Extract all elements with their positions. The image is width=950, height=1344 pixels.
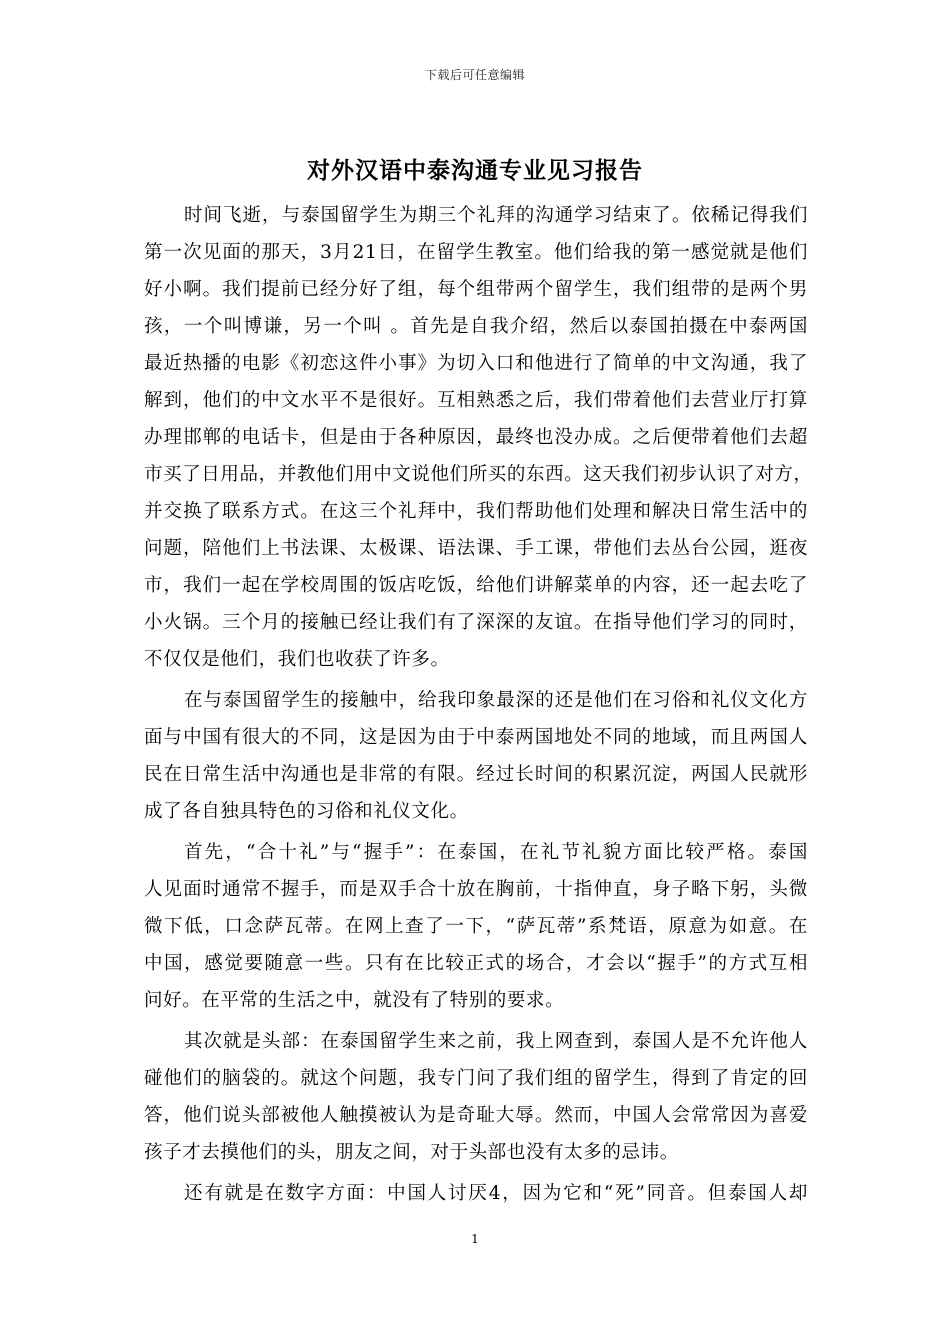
paragraph-line: 问题，陪他们上书法课、太极课、语法课、手工课，带他们去丛台公园，逛夜 (144, 538, 808, 559)
paragraph-line: 成了各自独具特色的习俗和礼仪文化。 (144, 801, 469, 822)
paragraph-line: 其次就是头部：在泰国留学生来之前，我上网查到，泰国人是不允许他人 (184, 1031, 808, 1052)
document-body (144, 197, 813, 1212)
page-header: 下载后可任意编辑 (424, 68, 525, 82)
paragraph-line: 中国，感觉要随意一些。只有在比较正式的场合，才会以“握手”的方式互相 (144, 953, 808, 974)
paragraph-line: 民在日常生活中沟通也是非常的有限。经过长时间的积累沉淀，两国人民就形 (144, 764, 808, 785)
document-title: 对外汉语中泰沟通专业见习报告 (307, 157, 643, 184)
paragraph-line: 还有就是在数字方面：中国人讨厌4，因为它和“死”同音。但泰国人却 (184, 1183, 808, 1204)
paragraph-line: 孩，一个叫博谦，另一个叫 。首先是自我介绍，然后以泰国拍摄在中泰两国 (144, 316, 808, 337)
paragraph-line: 并交换了联系方式。在这三个礼拜中，我们帮助他们处理和解决日常生活中的 (144, 501, 808, 522)
paragraph-line: 时间飞逝，与泰国留学生为期三个礼拜的沟通学习结束了。依稀记得我们 (184, 205, 808, 226)
paragraph-line: 孩子才去摸他们的头，朋友之间，对于头部也没有太多的忌讳。 (144, 1142, 679, 1163)
paragraph-line: 人见面时通常不握手，而是双手合十放在胸前，十指伸直，身子略下躬，头微 (144, 879, 808, 900)
paragraph-line: 微下低，口念萨瓦蒂。在网上查了一下，“萨瓦蒂”系梵语，原意为如意。在 (144, 916, 808, 937)
paragraph-line: 市，我们一起在学校周围的饭店吃饭，给他们讲解菜单的内容，还一起去吃了 (144, 575, 808, 596)
paragraph-line: 碰他们的脑袋的。就这个问题，我专门问了我们组的留学生，得到了肯定的回 (144, 1068, 808, 1089)
paragraph-line: 不仅仅是他们，我们也收获了许多。 (144, 649, 450, 670)
paragraph-line: 小火锅。三个月的接触已经让我们有了深深的友谊。在指导他们学习的同时， (144, 612, 808, 633)
paragraph-line: 答，他们说头部被他人触摸被认为是奇耻大辱。然而，中国人会常常因为喜爱 (144, 1105, 808, 1126)
paragraph-line: 好小啊。我们提前已经分好了组，每个组带两个留学生，我们组带的是两个男 (144, 279, 808, 300)
paragraph-line: 市买了日用品，并教他们用中文说他们所买的东西。这天我们初步认识了对方， (144, 464, 813, 485)
paragraph-line: 问好。在平常的生活之中，就没有了特别的要求。 (144, 990, 565, 1011)
paragraph-line: 在与泰国留学生的接触中，给我印象最深的还是他们在习俗和礼仪文化方 (184, 690, 808, 711)
paragraph-line: 第一次见面的那天，3月21日，在留学生教室。他们给我的第一感觉就是他们 (144, 242, 808, 263)
paragraph-line: 面与中国有很大的不同，这是因为由于中泰两国地处不同的地域，而且两国人 (144, 727, 808, 748)
paragraph-line: 最近热播的电影《初恋这件小事》为切入口和他进行了简单的中文沟通，我了 (144, 353, 808, 374)
paragraph-line: 办理邯郸的电话卡，但是由于各种原因，最终也没办成。之后便带着他们去超 (144, 427, 808, 448)
page-number: 1 (471, 1232, 479, 1246)
paragraph-line: 首先，“合十礼”与“握手”：在泰国，在礼节礼貌方面比较严格。泰国 (184, 842, 808, 863)
paragraph-line: 解到，他们的中文水平不是很好。互相熟悉之后，我们带着他们去营业厅打算 (144, 390, 808, 411)
